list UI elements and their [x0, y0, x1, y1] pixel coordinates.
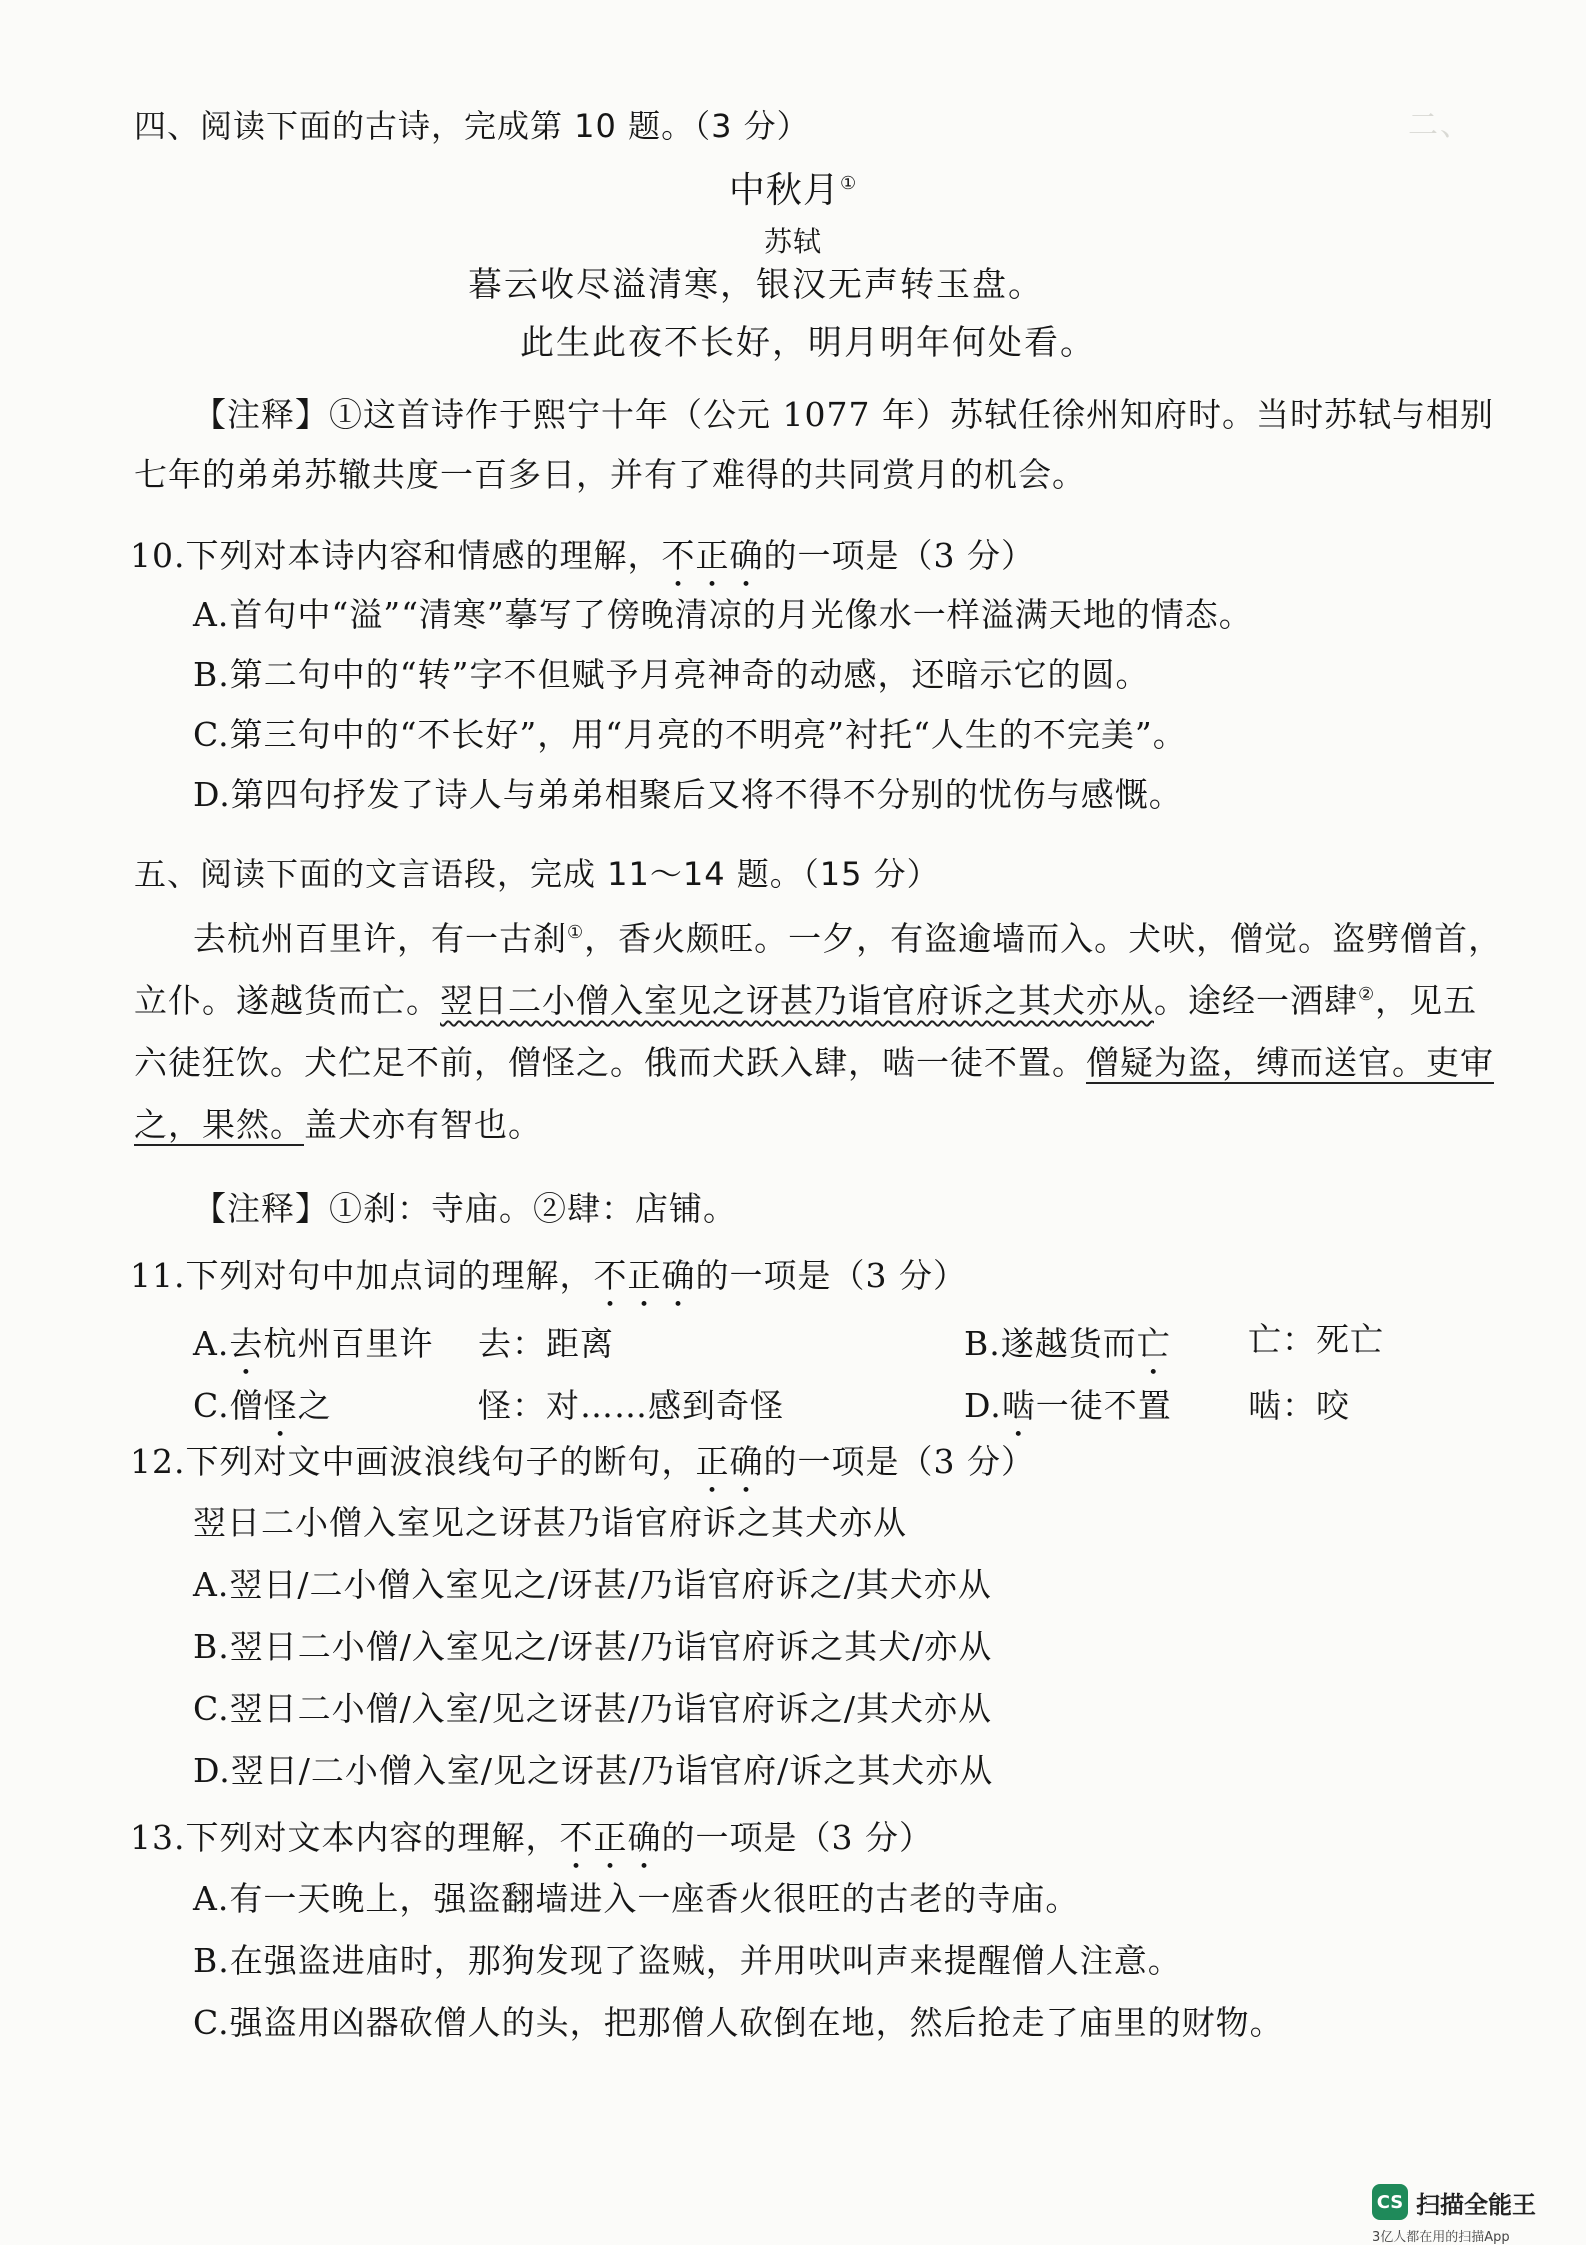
- wavy-underlined-sentence: 翌日二小僧入室见之讶甚乃诣官府诉之其犬亦从: [440, 981, 1154, 1020]
- watermark-app-name: 扫描全能王: [1416, 2190, 1536, 2219]
- underlined-sentence: 僧疑为盗，缚而送官。吏审: [1086, 1043, 1494, 1082]
- q11-option-b: B.遂越货而亡: [964, 1324, 1171, 1363]
- q12-sentence: 翌日二小僧入室见之讶甚乃诣官府诉之其犬亦从: [193, 1503, 907, 1542]
- q12-option-d: D.翌日/二小僧入室/见之讶甚/乃诣官府/诉之其犬亦从: [193, 1751, 994, 1790]
- emphasis-dots: 不正确: [661, 536, 764, 575]
- section5-heading: 五、阅读下面的文言语段，完成 11～14 题。（15 分）: [134, 855, 940, 893]
- poem-title: 中秋月①: [728, 170, 858, 211]
- q12-option-a: A.翌日/二小僧入室见之/讶甚/乃诣官府诉之/其犬亦从: [193, 1565, 992, 1604]
- q13-option-c: C.强盗用凶器砍僧人的头，把那僧人砍倒在地，然后抢走了庙里的财物。: [193, 2003, 1284, 2042]
- q11-option-c: C.僧怪之: [193, 1386, 332, 1425]
- emphasis-dots: 不正确: [593, 1256, 696, 1295]
- q13-option-b: B.在强盗进庙时，那狗发现了盗贼，并用吠叫声来提醒僧人注意。: [193, 1941, 1182, 1980]
- poem-note-line-2: 七年的弟弟苏辙共度一百多日，并有了难得的共同赏月的机会。: [134, 455, 1086, 494]
- passage-line-4: 之，果然。盖犬亦有智也。: [134, 1105, 542, 1144]
- q12-option-c: C.翌日二小僧/入室/见之讶甚/乃诣官府诉之/其犬亦从: [193, 1689, 993, 1728]
- underlined-sentence: 之，果然。: [134, 1105, 304, 1144]
- poem-author: 苏轼: [763, 225, 822, 258]
- passage-line-2: 立仆。遂越货而亡。翌日二小僧入室见之讶甚乃诣官府诉之其犬亦从。途经一酒肆②，见五: [134, 981, 1478, 1020]
- q13-option-a: A.有一天晚上，强盗翻墙进入一座香火很旺的古老的寺庙。: [193, 1879, 1080, 1918]
- passage-line-1: 去杭州百里许，有一古刹①，香火颇旺。一夕，有盗逾墙而入。犬吠，僧觉。盗劈僧首，: [193, 919, 1503, 958]
- camscanner-logo-icon: CS: [1372, 2184, 1408, 2220]
- q10-stem: 10.下列对本诗内容和情感的理解，不正确的一项是（3 分）: [130, 536, 1035, 575]
- q11-option-d: D.啮一徒不置: [964, 1386, 1172, 1425]
- q11-option-a: A.去杭州百里许: [193, 1324, 434, 1363]
- q12-stem: 12.下列对文中画波浪线句子的断句，正确的一项是（3 分）: [130, 1442, 1035, 1481]
- passage-line-3: 六徒狂饮。犬伫足不前，僧怪之。俄而犬跃入肆，啮一徒不置。僧疑为盗，缚而送官。吏审: [134, 1043, 1494, 1082]
- poem-line-1: 暮云收尽溢清寒，银汉无声转玉盘。: [468, 265, 1044, 305]
- q11-gloss-b: 亡：死亡: [1248, 1320, 1384, 1359]
- scanner-watermark: [1372, 2184, 1536, 2220]
- emphasis-dots: 正确: [695, 1442, 764, 1481]
- q10-option-c: C.第三句中的“不长好”，用“月亮的不明亮”衬托“人生的不完美”。: [193, 715, 1187, 754]
- q10-option-a: A.首句中“溢”“清寒”摹写了傍晚清凉的月光像水一样溢满天地的情态。: [193, 595, 1253, 634]
- q10-option-d: D.第四句抒发了诗人与弟弟相聚后又将不得不分别的忧伤与感慨。: [193, 775, 1183, 814]
- q11-gloss-a: 去：距离: [478, 1324, 614, 1363]
- q10-option-b: B.第二句中的“转”字不但赋予月亮神奇的动感，还暗示它的圆。: [193, 655, 1150, 694]
- q12-option-b: B.翌日二小僧/入室见之/讶甚/乃诣官府诉之其犬/亦从: [193, 1627, 993, 1666]
- note-marker: ①: [839, 173, 858, 194]
- passage-note: 【注释】①刹：寺庙。②肆：店铺。: [193, 1189, 737, 1228]
- q13-stem: 13.下列对文本内容的理解，不正确的一项是（3 分）: [130, 1818, 933, 1857]
- watermark-tagline: 3亿人都在用的扫描App: [1372, 2230, 1510, 2245]
- q11-gloss-c: 怪：对……感到奇怪: [478, 1386, 784, 1425]
- emphasis-dots: 不正确: [559, 1818, 662, 1857]
- q11-gloss-d: 啮：咬: [1248, 1386, 1350, 1425]
- section4-heading: 四、阅读下面的古诗，完成第 10 题。（3 分）: [134, 107, 810, 145]
- poem-line-2: 此生此夜不长好，明月明年何处看。: [520, 323, 1096, 363]
- bleed-through: 二、: [1408, 108, 1472, 143]
- q11-stem: 11.下列对句中加点词的理解，不正确的一项是（3 分）: [130, 1256, 967, 1295]
- poem-note-line-1: 【注释】①这首诗作于熙宁十年（公元 1077 年）苏轼任徐州知府时。当时苏轼与相别: [193, 395, 1494, 434]
